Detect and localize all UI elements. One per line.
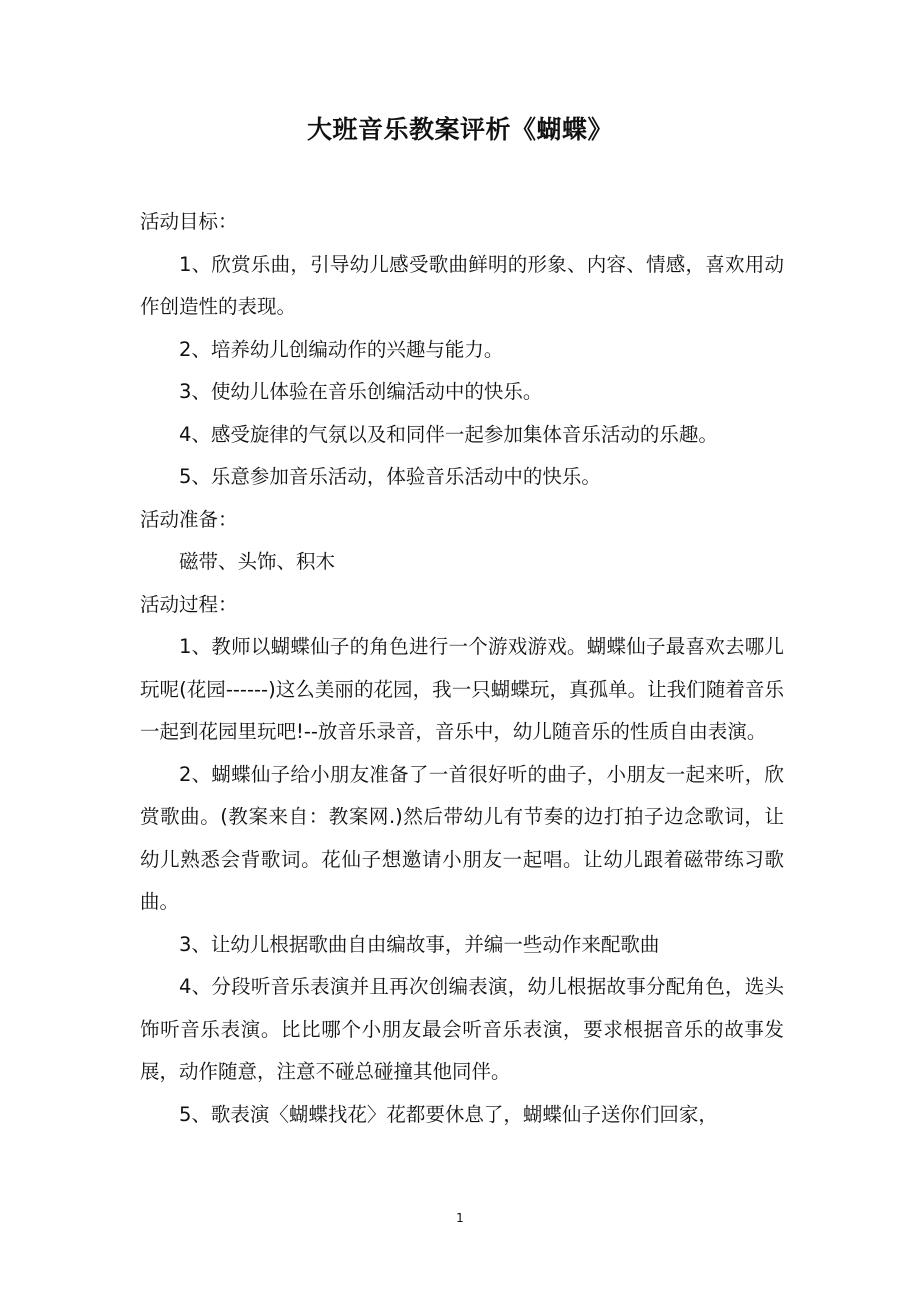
goal-item-1: 1、欣赏乐曲，引导幼儿感受歌曲鲜明的形象、内容、情感，喜欢用动作创造性的表现。 (140, 252, 784, 318)
preparation-heading: 活动准备： (140, 507, 238, 531)
process-step-1: 1、教师以蝴蝶仙子的角色进行一个游戏游戏。蝴蝶仙子最喜欢去哪儿玩呢(花园------)这么美丽的花园，我一只蝴蝶玩，真孤单。让我们随着音乐一起到花园里玩吧!--放音乐录音，音乐中，幼儿随音乐的性质自由表演。 (140, 635, 784, 743)
goal-item-2: 2、培养幼儿创编动作的兴趣与能力。 (179, 337, 504, 361)
goal-item-5: 5、乐意参加音乐活动，体验音乐活动中的快乐。 (179, 465, 601, 488)
page-number: 1 (456, 1211, 464, 1225)
goal-item-4: 4、感受旋律的气氛以及和同伴一起参加集体音乐活动的乐趣。 (179, 422, 718, 446)
process-heading: 活动过程： (140, 592, 238, 616)
process-step-4: 4、分段听音乐表演并且再次创编表演，幼儿根据故事分配角色，选头饰听音乐表演。比比哪个小朋友最会听音乐表演，要求根据音乐的故事发展，动作随意，注意不碰总碰撞其他同伴。 (140, 975, 784, 1083)
document-title: 大班音乐教案评析《蝴蝶》 (306, 115, 613, 144)
goals-heading: 活动目标： (140, 210, 238, 233)
process-step-2: 2、蝴蝶仙子给小朋友准备了一首很好听的曲子，小朋友一起来听，欣赏歌曲。(教案来自：教案网.)然后带幼儿有节奏的边打拍子边念歌词，让幼儿熟悉会背歌词。花仙子想邀请小朋友一起唱。让幼儿跟着磁带练习歌曲。 (140, 762, 784, 913)
goal-item-3: 3、使幼儿体验在音乐创编活动中的快乐。 (179, 380, 543, 403)
document-body (140, 201, 784, 1136)
process-step-3: 3、让幼儿根据歌曲自由编故事，并编一些动作来配歌曲 (179, 932, 660, 956)
process-step-5: 5、歌表演〈蝴蝶找花〉花都要休息了，蝴蝶仙子送你们回家， (179, 1102, 718, 1126)
preparation-item-1: 磁带、头饰、积木 (179, 550, 336, 573)
